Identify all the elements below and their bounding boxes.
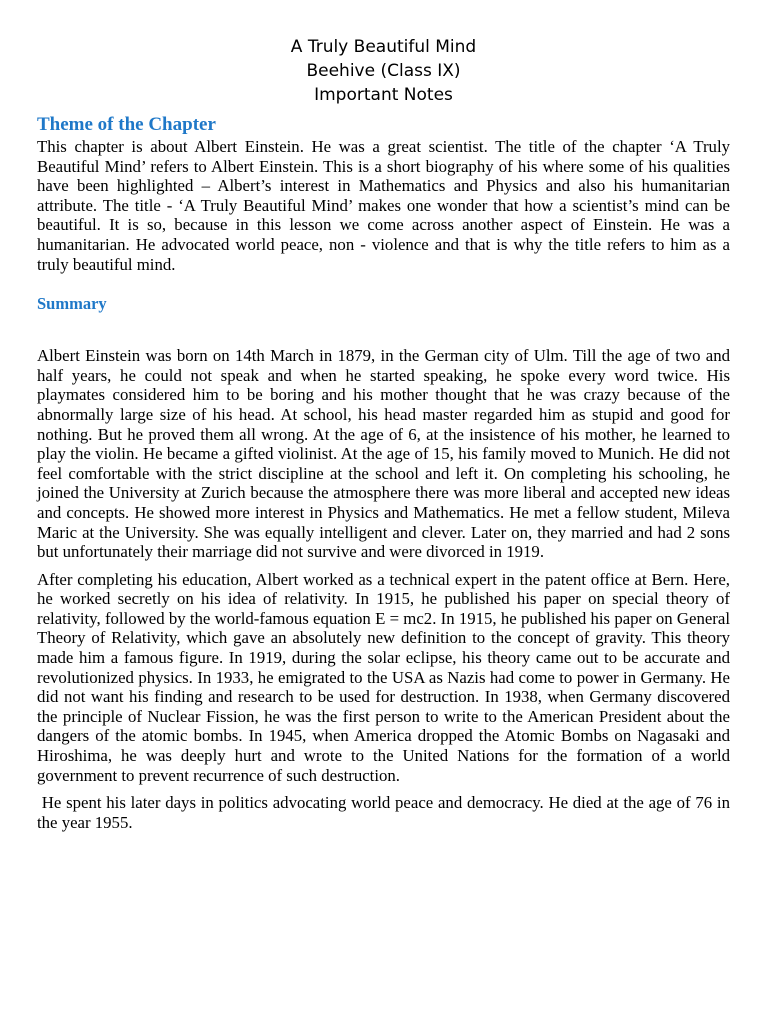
chapter-title: A Truly Beautiful Mind — [290, 37, 477, 57]
book-name: Beehive (Class IX) — [306, 61, 461, 81]
document-page — [37, 35, 735, 832]
summary-paragraph-1: Albert Einstein was born on 14th March in 1879, in the German city of Ulm. Till the age of two and half years, he could not speak and when he started speaking, he spoke every word twice. His playmates considered him to be boring and his mother thought that he was crazy because of the abnormally large size of his head. At school, his head master regarded him as stupid and good for nothing. But he proved them all wrong. At the age of 6, at the insistence of his mother, he learned to play the violin. He became a gifted violinist. At the age of 15, his family moved to Munich. He did not feel comfortable with the strict discipline at the school and left it. On completing his schooling, he joined the University at Zurich because the atmosphere there was more liberal and accepted new ideas and concepts. He showed more interest in Physics and Mathematics. He met a fellow student, Mileva Maric at the University. She was equally intelligent and clever. Later on, they married and had 2 sons but unfortunately their marriage did not survive and were divorced in 1919. — [37, 346, 730, 562]
theme-paragraph: This chapter is about Albert Einstein. He was a great scientist. The title of the chapter ‘A Truly Beautiful Mind’ refers to Albert Einstein. This is a short biography of his where some of his qualities have been highlighted – Albert’s interest in Mathematics and Physics and also his humanitarian attribute. The title - ‘A Truly Beautiful Mind’ makes one wonder that how a scientist’s mind can be beautiful. It is so, because in this lesson we come across another aspect of Einstein. He was a humanitarian. He advocated world peace, non - violence and that is why the title refers to him as a truly beautiful mind. — [37, 137, 730, 274]
document-header — [37, 35, 730, 107]
notes-label: Important Notes — [314, 85, 453, 105]
summary-paragraph-3: He spent his later days in politics advocating world peace and democracy. He died at the age of 76 in the year 1955. — [37, 793, 735, 832]
theme-heading: Theme of the Chapter — [37, 114, 216, 135]
summary-heading: Summary — [37, 294, 107, 314]
summary-paragraph-2: After completing his education, Albert worked as a technical expert in the patent office at Bern. Here, he worked secretly on his idea of relativity. In 1915, he published his paper on special theory of relativity, followed by the world-famous equation E = mc2. In 1915, he published his paper on General Theory of Relativity, which gave an absolutely new definition to the concept of gravity. This theory made him a famous figure. In 1919, during the solar eclipse, his theory came out to be accurate and revolutionized physics. In 1933, he emigrated to the USA as Nazis had come to power in Germany. He did not want his finding and research to be used for destruction. In 1938, when Germany discovered the principle of Nuclear Fission, he was the first person to write to the American President about the dangers of the atomic bombs. In 1945, when America dropped the Atomic Bombs on Nagasaki and Hiroshima, he was deeply hurt and wrote to the United Nations for the formation of a world government to prevent recurrence of such destruction. — [37, 569, 730, 785]
